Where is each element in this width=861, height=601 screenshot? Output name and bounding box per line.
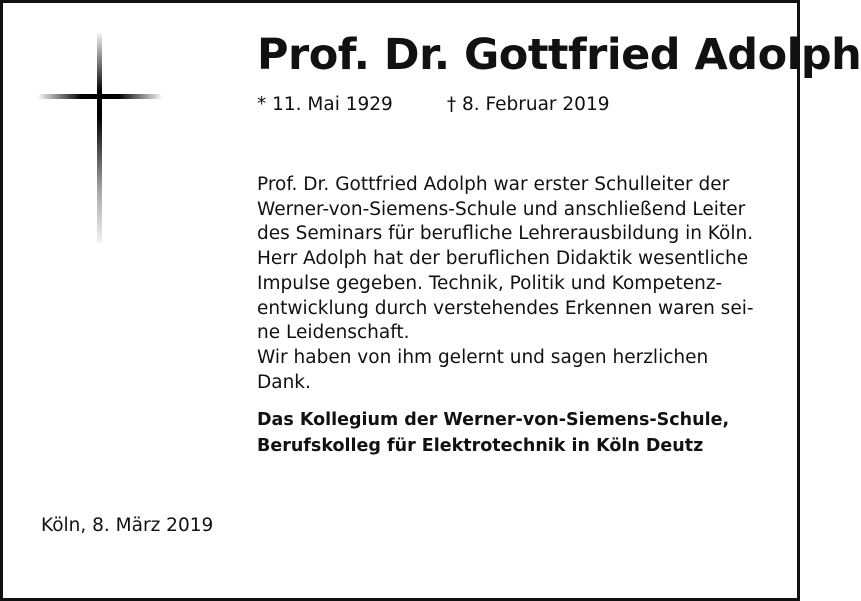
cross-icon bbox=[39, 33, 161, 245]
tribute-text bbox=[257, 173, 777, 395]
place-and-date: Köln, 8. März 2019 bbox=[41, 515, 214, 536]
signature-line: Das Kollegium der Werner-von-Siemens-Schule, bbox=[257, 410, 730, 430]
text-line: ne Leidenschaft. bbox=[257, 322, 410, 344]
birth-date: * 11. Mai 1929 bbox=[257, 94, 393, 115]
text-line: Dank. bbox=[257, 371, 311, 393]
text-line: Herr Adolph hat der beruflichen Didaktik wesentliche bbox=[257, 248, 749, 270]
text-line: Prof. Dr. Gottfried Adolph war erster Schulleiter der bbox=[257, 174, 730, 195]
text-line: Wir haben von ihm gelernt und sagen herzlichen bbox=[257, 346, 709, 368]
signature-line: Berufskolleg für Elektrotechnik in Köln Deutz bbox=[257, 436, 704, 456]
deceased-name: Prof. Dr. Gottfried Adolph bbox=[257, 30, 861, 80]
text-line: entwicklung durch verstehendes Erkennen waren sei- bbox=[257, 297, 754, 319]
death-date: † 8. Februar 2019 bbox=[446, 94, 610, 115]
text-line: des Seminars für berufliche Lehrerausbildung in Köln. bbox=[257, 223, 754, 245]
text-line: Werner-von-Siemens-Schule und anschließend Leiter bbox=[257, 198, 746, 220]
text-line: Impulse gegeben. Technik, Politik und Kompetenz- bbox=[257, 272, 723, 294]
signature bbox=[257, 407, 787, 459]
life-dates bbox=[257, 93, 610, 117]
